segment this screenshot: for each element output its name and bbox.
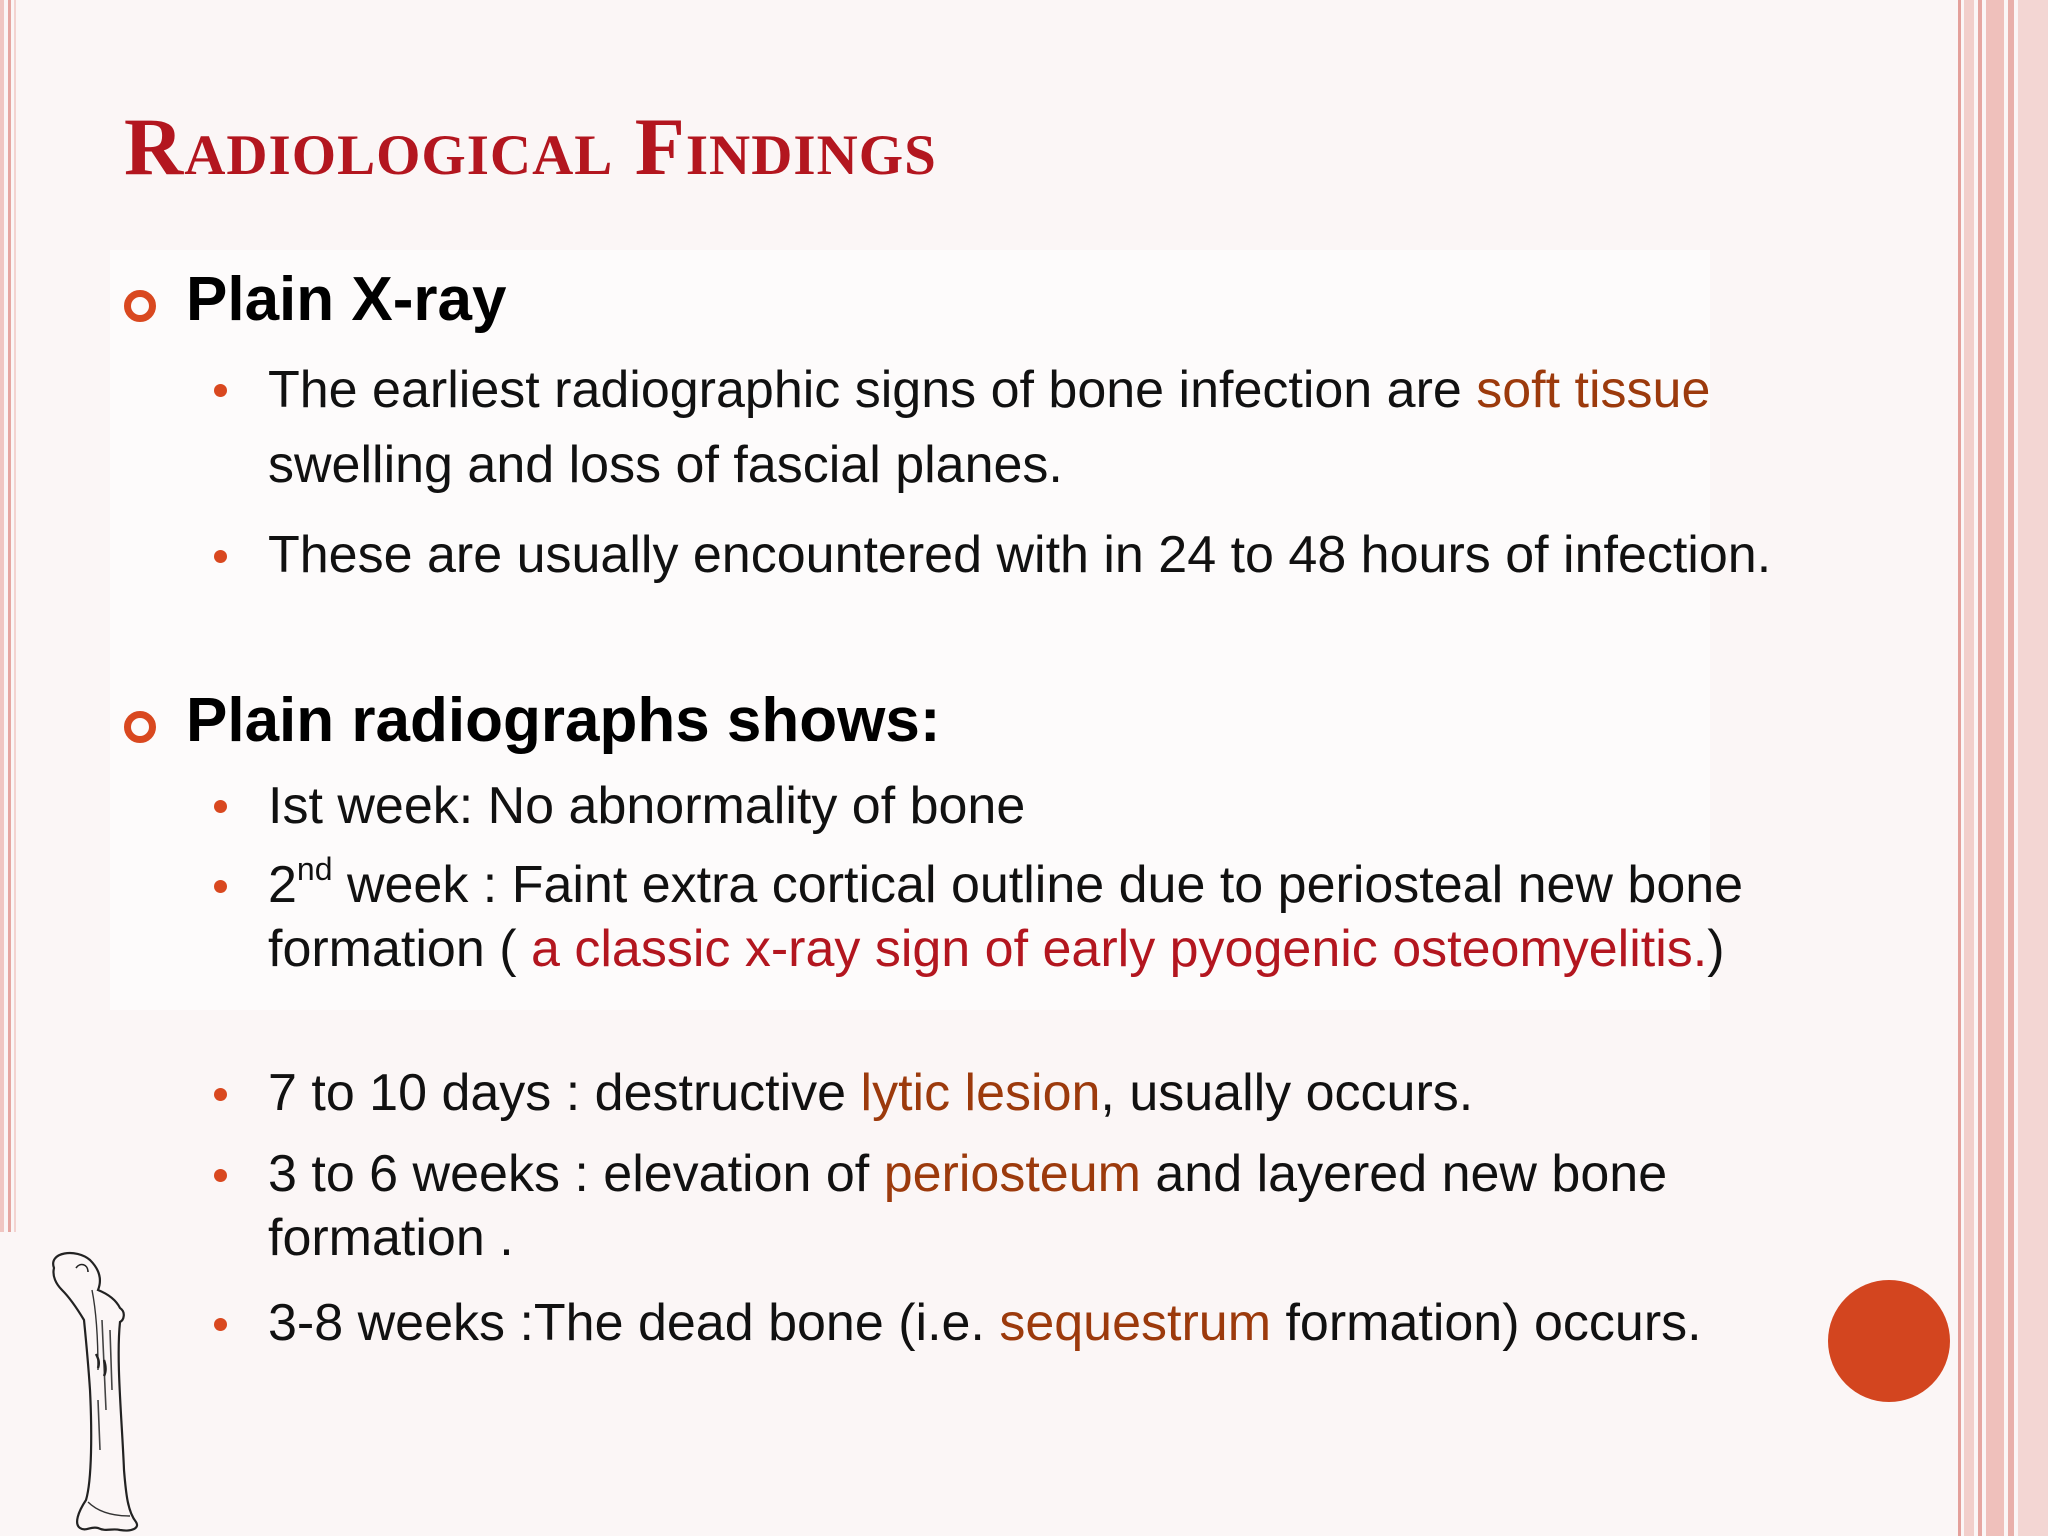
slide-title: Radiological Findings <box>124 101 937 192</box>
femur-bone-sketch-icon <box>40 1250 160 1536</box>
dot-bullet-icon <box>214 800 227 813</box>
list-item: These are usually encountered with in 24 to 48 hours of infection. <box>268 526 1772 584</box>
dot-bullet-icon <box>214 1169 227 1182</box>
list-item: 3 to 6 weeks : elevation of periosteum and layered new bone formation . <box>268 1145 1668 1267</box>
right-border-stripe <box>1986 0 2004 1536</box>
left-border-stripe <box>8 0 11 1232</box>
left-border-stripe <box>0 0 4 1232</box>
list-item: The earliest radiographic signs of bone infection are soft tissue swelling and loss of fascial planes. <box>268 361 1711 494</box>
left-border-stripe <box>14 0 16 1232</box>
ring-bullet-icon <box>124 711 156 743</box>
right-border-stripe <box>2008 0 2014 1536</box>
list-item: 7 to 10 days : destructive lytic lesion, usually occurs. <box>268 1064 1474 1122</box>
list-item: Ist week: No abnormality of bone <box>268 777 1026 835</box>
dot-bullet-icon <box>214 880 227 893</box>
right-border-stripe <box>1964 0 1974 1536</box>
dot-bullet-icon <box>214 550 227 563</box>
dot-bullet-icon <box>214 384 227 397</box>
right-border-stripe <box>1958 0 1961 1536</box>
right-border-stripe <box>1978 0 1982 1536</box>
decorative-orange-circle <box>1828 1280 1950 1402</box>
list-item: 2nd week : Faint extra cortical outline due to periosteal new bone formation ( a classic x-ray sign of early pyogenic osteomyelitis.) <box>268 851 1744 978</box>
right-border-stripe <box>2018 0 2048 1536</box>
dot-bullet-icon <box>214 1088 227 1101</box>
list-item: 3-8 weeks :The dead bone (i.e. sequestrum formation) occurs. <box>268 1294 1702 1352</box>
section-heading-plain-radiographs: Plain radiographs shows: <box>186 686 941 755</box>
ring-bullet-icon <box>124 290 156 322</box>
section-heading-plain-xray: Plain X-ray <box>186 265 507 334</box>
dot-bullet-icon <box>214 1318 227 1331</box>
